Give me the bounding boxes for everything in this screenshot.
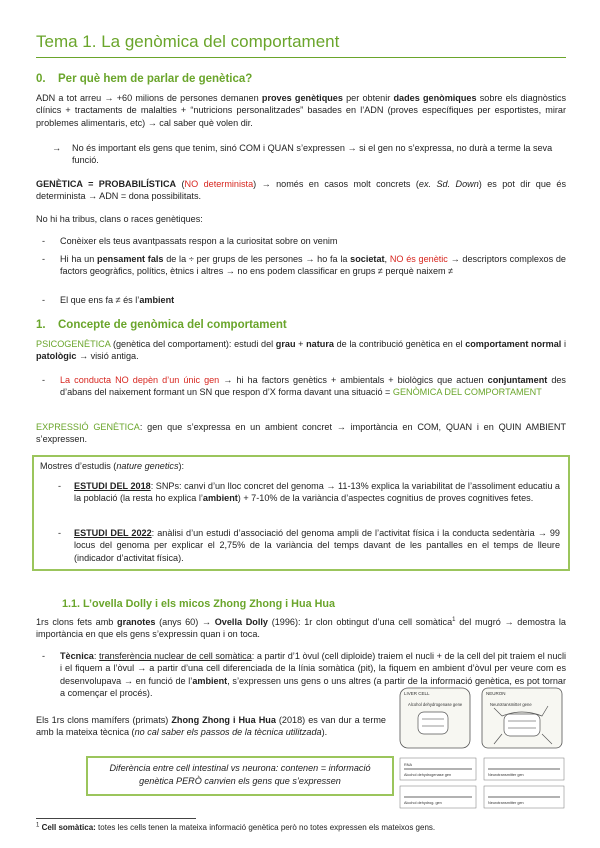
liver-nucleus [418, 712, 448, 734]
arrow-bullet [52, 142, 562, 167]
paragraph-clones [36, 616, 566, 641]
section-number: 1. [36, 319, 46, 331]
dash-marker: - [42, 236, 46, 246]
text: sobre els diagnòstics clínics + tractaments de malalties + “nutricions personalitzades” basades en l’ADN (proves específiques per esportistes, mirar problemes alimentaris, etc) → cal saber què volen dir. [36, 93, 567, 128]
text-bold: ambient [192, 675, 228, 686]
gene-label: Neurotransmitter gen [488, 801, 524, 805]
text-bold: GENÈTICA = PROBABILÍSTICA [36, 179, 177, 189]
dash-marker: - [42, 651, 46, 661]
text: : anàlisi d’un estudi d’associació del genoma ampli de l’activitat física i la conducta sedentària → 99 locus del genoma per explicar el 2,75% de la variància del temps davant de les pantalles en el temps de lleure (indicador d’activitat física). [74, 528, 560, 563]
text: (2018) es van dur a terme amb la mateixa tècnica ( [36, 715, 386, 738]
text-italic: no cal saber els passos de la tècnica utilitzada [134, 727, 322, 738]
text: , [384, 254, 390, 264]
text: (anys 60) → [155, 617, 215, 627]
text: : gen que s’expressa en un ambient concret → importància en COM, QUAN i en QUIN AMBIENT s’expressen. [36, 422, 566, 445]
text: (1996): 1r clon obtingut d’una cell somàtica [267, 617, 453, 627]
dash-marker: - [58, 528, 62, 538]
text: → descriptors complexos de factors geogràfics, polítics, ètnics i altres → no ens podem classificar en grups ≠ perquè naixem ≠ [60, 254, 566, 277]
text: per obtenir [342, 93, 394, 103]
highlight-box [86, 756, 394, 796]
label-gene-right: Neurotransmitter gene [490, 702, 532, 707]
text-bold: natura [306, 339, 334, 349]
text: de la ÷ per grups de les persones → ho fa la [163, 254, 351, 264]
label-liver: LIVER CELL [404, 691, 430, 696]
footnote-text: totes les cells tenen la mateixa informació genètica però no totes expressen els mateixos gens. [95, 823, 436, 832]
dash-marker: - [42, 295, 46, 305]
cell-comparison-drawing [398, 686, 568, 810]
section-title: Per què hem de parlar de genètica? [58, 73, 253, 85]
footnote [36, 823, 566, 834]
text: : SNPs: canvi d’un lloc concret del genoma → 11-13% explica la variabilitat de l’assoliment educatiu a la població (la resta ho explica l’ [74, 481, 560, 504]
text-green: EXPRESSIÓ GENÈTICA [36, 422, 140, 432]
list-item [42, 235, 566, 247]
dash-marker: - [42, 254, 46, 264]
text-bold: ambient [139, 295, 175, 305]
text: ). [321, 727, 328, 738]
text: : [93, 651, 99, 661]
paragraph-expression [36, 421, 566, 446]
paragraph-psychogenetics [36, 338, 566, 363]
text-bold: Tècnica [60, 651, 94, 661]
footnote-number: 1 [36, 822, 40, 829]
text-bold: pensament fals [97, 254, 164, 264]
subsection-heading: 1.1. L’ovella Dolly i els micos Zhong Zhong i Hua Hua [62, 598, 335, 610]
text-red: NO determinista [184, 179, 254, 189]
text-red: La conducta NO depèn d’un únic gen [60, 375, 220, 385]
paragraph-probabilistic [36, 178, 566, 203]
text: del mugró → demostra la importància en que els gens s’expressin quan i on toca. [36, 617, 566, 640]
gene-label: Alcohol dehydrog. gen [404, 801, 442, 805]
text-bold: granotes [117, 617, 156, 627]
text: de la contribució genètica en el [333, 339, 466, 349]
text-green: PSICOGENÈTICA [36, 339, 111, 349]
paragraph-tribes: No hi ha tribus, clans o races genètiques: [36, 214, 203, 224]
page-title: Tema 1. La genòmica del comportament [36, 30, 566, 58]
text: : a partir d’1 òvul (cell diploide) traiem el nucli + de la cell del pit traiem el nucli i el fiquem a l’òvul → a partir d’una cell diferenciada de la línia somàtica (pit), la fiquem en ambient d’òvul per veure com es desenvolupava → en funció de l’ [60, 651, 566, 686]
text-underline: transferència nuclear de cell somàtica [98, 651, 252, 661]
text: i [561, 339, 566, 349]
list-item [42, 374, 566, 399]
text: Mostres d’estudis ( [40, 461, 117, 471]
footnote-label: Cell somàtica: [41, 823, 96, 832]
section-1-heading [36, 318, 287, 334]
text: des d’abans del naixement formant un SN que respon d’X forma davant una situació = [60, 375, 566, 398]
arrow-icon: → [52, 143, 62, 153]
section-number: 0. [36, 73, 46, 85]
text-bold: proves genètiques [261, 93, 343, 103]
list-item [42, 253, 566, 278]
gene-label: Alcohol dehydrogenase gen [404, 773, 452, 777]
text-bold: societat [350, 254, 385, 264]
highlight-text: Diferència entre cell intestinal vs neurona: contenen = informació genètica PERÒ canvien els gens que s’expressen [109, 763, 371, 786]
neuron-nucleus [504, 714, 540, 736]
text-bold: grau [275, 339, 296, 349]
text: ( [176, 179, 185, 189]
text-italic: nature genetics [116, 461, 179, 471]
text: Els 1rs clons mamífers (primats) [36, 715, 172, 725]
box-intro [40, 460, 184, 472]
text: ) → només en casos molt concrets ( [253, 179, 419, 189]
text: → visió antiga. [76, 351, 139, 362]
gene-label: RNA [404, 763, 413, 767]
section-0-heading [36, 72, 252, 88]
text-bold: comportament normal [465, 339, 562, 349]
gene-label: Neurotransmitter gen [488, 773, 524, 777]
study-item [58, 527, 560, 564]
text: ) es pot dir que és determinista → ADN = dona possibilitats. [36, 179, 566, 202]
text: , s’expressen uns gens o uns altres (a partir de la informació genètica, es pot tornar a començar el procés). [60, 675, 566, 699]
text-bold: patològic [36, 351, 77, 362]
text-red: NO és genètic [389, 254, 448, 264]
dash-marker: - [58, 481, 62, 491]
arrow-text: No és important els gens que tenim, sinó COM i QUAN s’expressen → si el gen no s’expressa, no durà a terme la seva funció. [72, 143, 553, 166]
text: + [295, 339, 307, 349]
text: Hi ha un [60, 254, 98, 264]
text: (genètica del comportament): estudi del [110, 339, 276, 349]
paragraph-primates [36, 714, 386, 739]
paragraph-intro [36, 92, 566, 129]
text: ADN a tot arreu → +60 milions de persones demanen [36, 93, 262, 103]
text-green: GENÒMICA DEL COMPORTAMENT [392, 387, 542, 398]
text: El que ens fa ≠ és l’ [60, 295, 140, 305]
text: ) + 7-10% de la variància d’aspectes cognitius de proves cognitives fetes. [237, 493, 534, 504]
text: Conèixer els teus avantpassats respon a la curiositat sobre on venim [60, 236, 338, 246]
label-gene-left: Alcohol dehydrogenase gene [408, 702, 463, 707]
footnote-divider [36, 818, 196, 819]
dash-marker: - [42, 375, 46, 385]
study-title: ESTUDI DEL 2018 [74, 481, 151, 491]
text-bold: ambient [202, 493, 238, 504]
list-item [42, 294, 566, 306]
text-bold: Zhong Zhong i Hua Hua [171, 715, 276, 725]
study-item [58, 480, 560, 505]
text: ): [178, 461, 185, 471]
label-neuron: NEURON [486, 691, 506, 696]
text: 1rs clons fets amb [36, 617, 118, 627]
text-bold: Ovella Dolly [214, 617, 268, 627]
footnote-ref[interactable]: 1 [452, 616, 456, 623]
text-bold: dades genòmiques [393, 93, 477, 103]
text: → hi ha factors genètics + ambientals + biològics que actuen [219, 375, 488, 385]
study-title: ESTUDI DEL 2022 [74, 528, 152, 538]
text-italic: ex. Sd. Down [418, 179, 479, 189]
text-bold: conjuntament [487, 375, 548, 385]
section-title: Concepte de genòmica del comportament [58, 319, 287, 331]
